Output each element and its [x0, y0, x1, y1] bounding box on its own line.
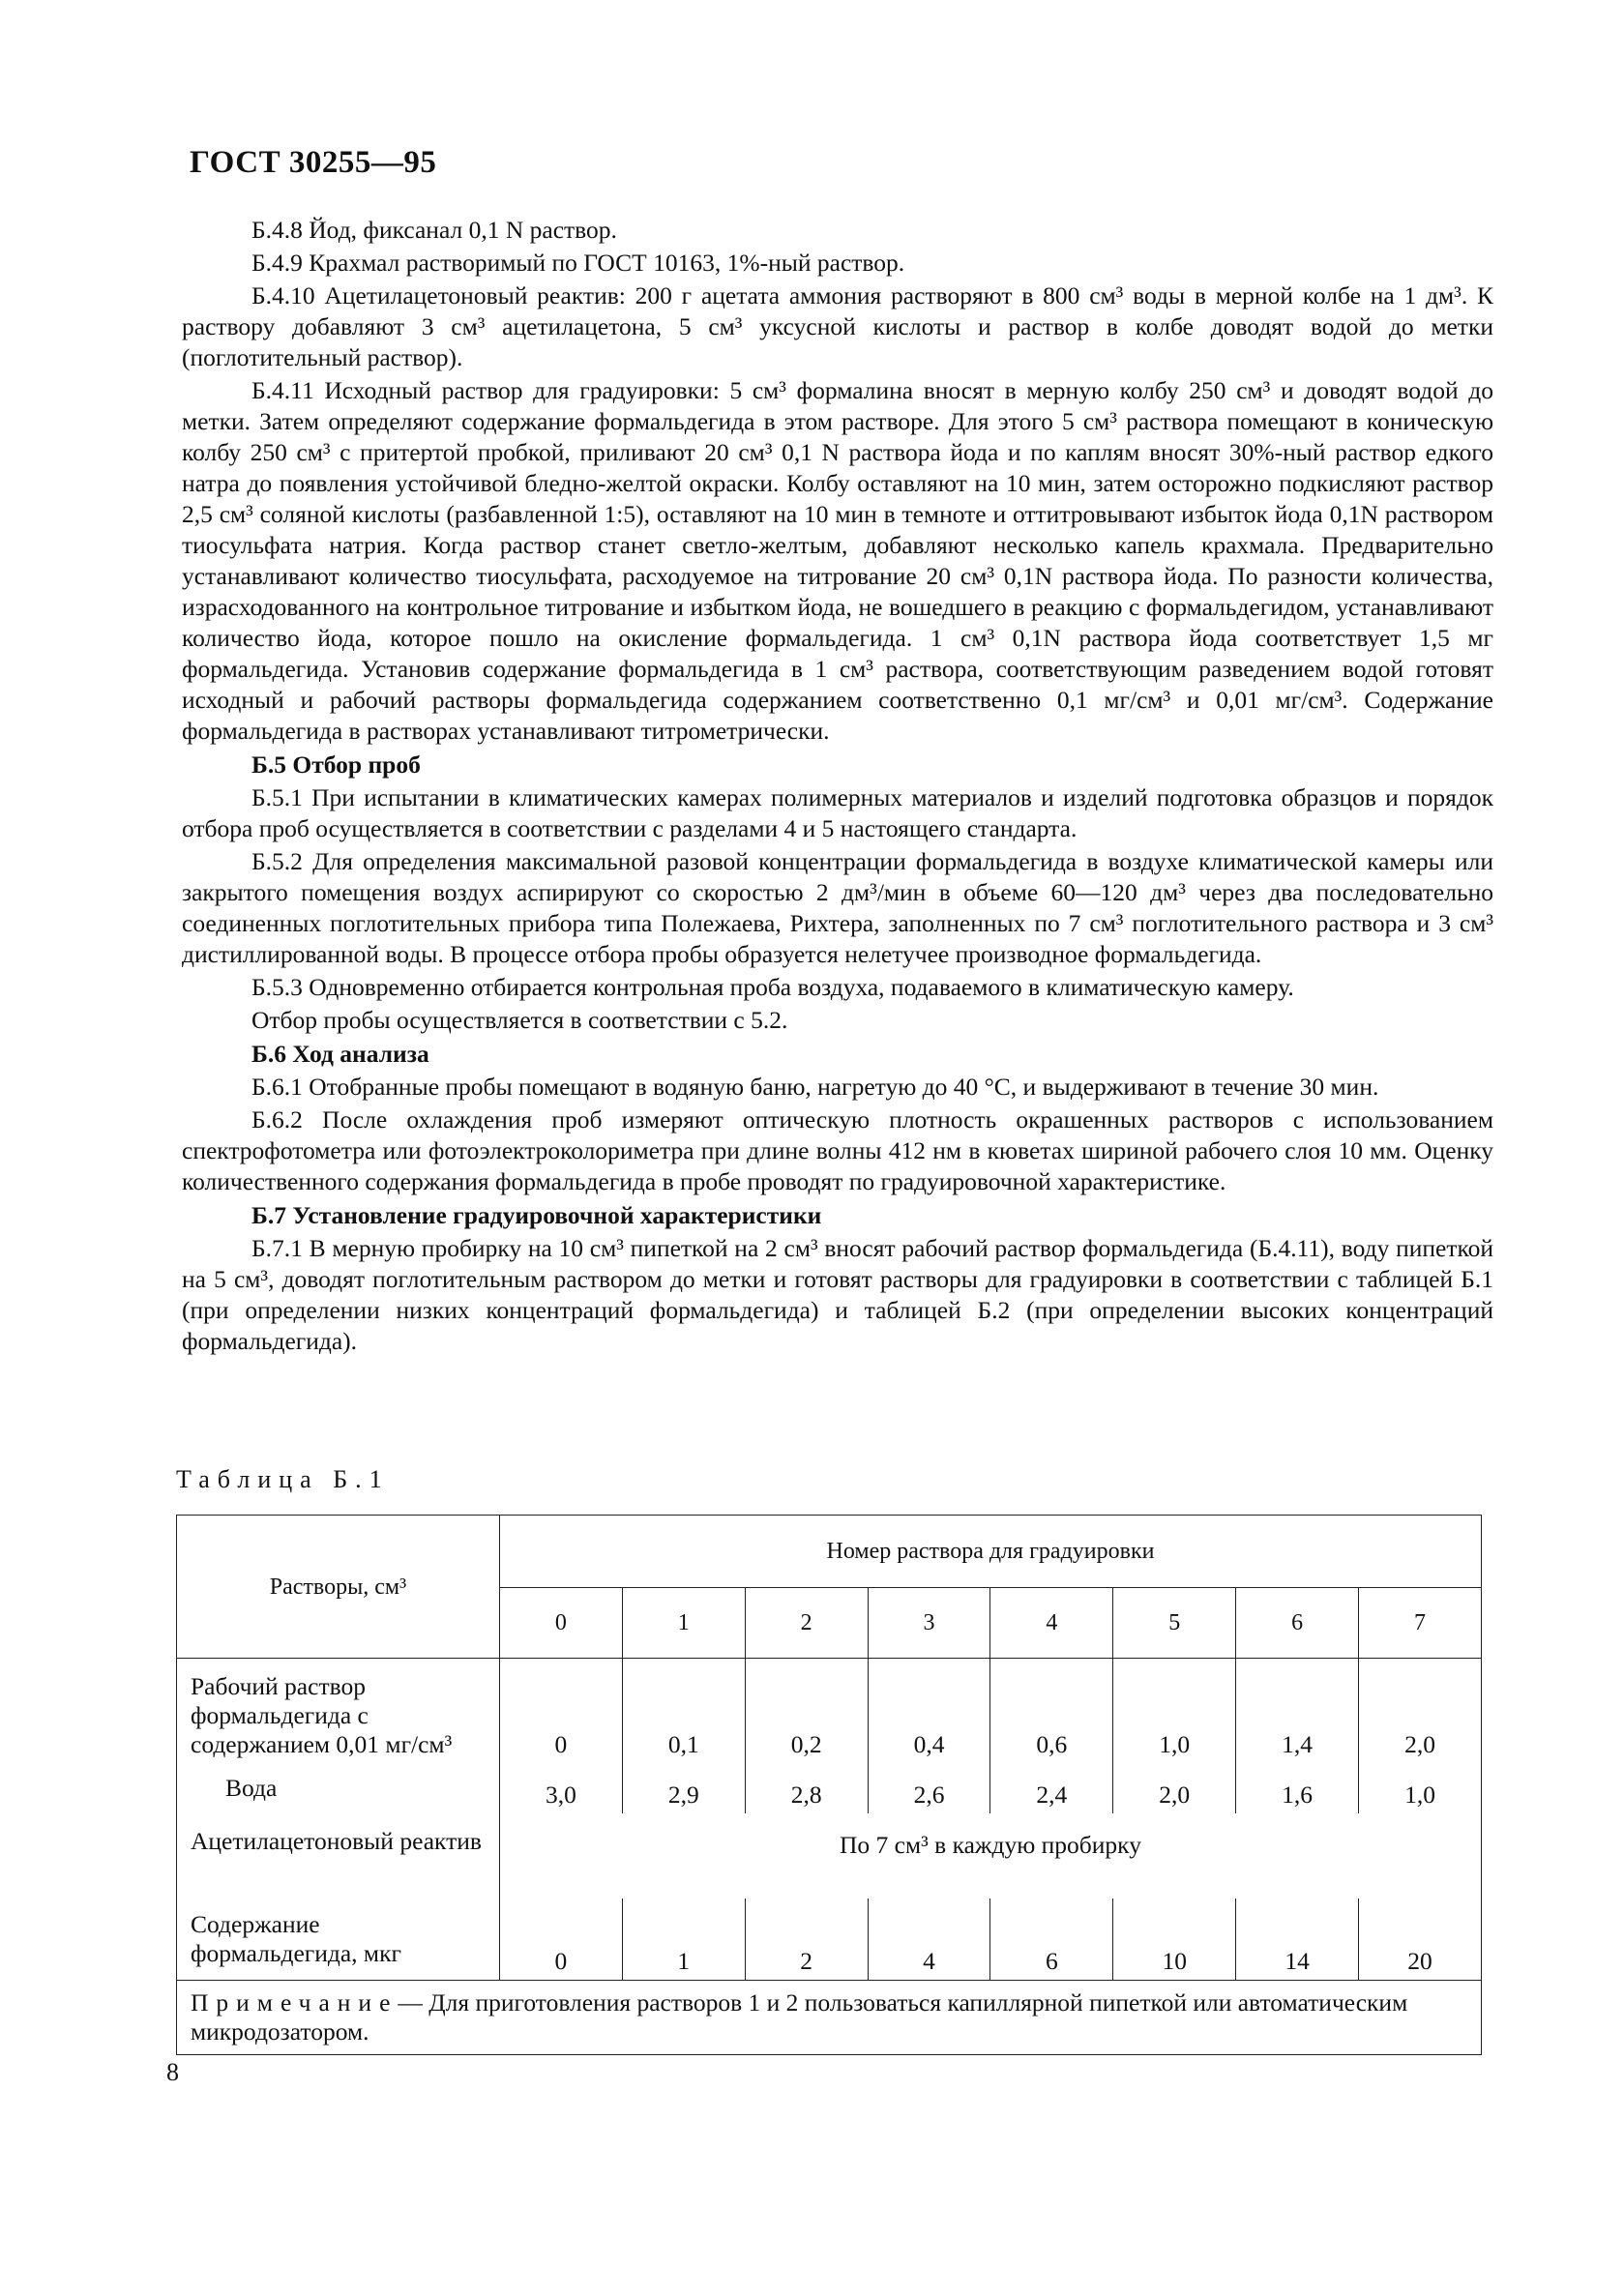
- table-cell: 20: [1359, 1899, 1482, 1981]
- paragraph-sampling-ref: Отбор пробы осуществляется в соответствии с 5.2.: [251, 1006, 788, 1034]
- paragraph-b-4-11: Б.4.11 Исходный раствор для градуировки: 5 см³ формалина вносят в мерную колбу 250 см³ и доводят водой до метки. Затем определяют содержание формальдегида в этом растворе. Для этого 5 см³ раствора помещают в коническую колбу 250 см³ с притертой пробкой, приливают 20 см³ 0,1 N раствора йода и по каплям вносят 30%-ный раствор едкого натра до появления устойчивой бледно-желтой окраски. Колбу оставляют на 10 мин, затем осторожно подкисляют раствор 2,5 см³ соляной кислоты (разбавленной 1:5), оставляют на 10 мин в темноте и оттитровывают избыток йода 0,1N раствором тиосульфата натрия. Когда раствор станет светло-желтым, добавляют несколько капель крахмала. Предварительно устанавливают количество тиосульфата, расходуемое на титрование 20 см³ 0,1N раствора йода. По разности количества, израсходованного на контрольное титрование и избытком йода, не вошедшего в реакцию с формальдегидом, устанавливают количество йода, которое пошло на окисление формальдегида. 1 см³ 0,1N раствора йода соответствует 1,5 мг формальдегида. Установив содержание формальдегида в 1 см³ раствора, соответствующим разведением водой готовят исходный и рабочий растворы формальдегида содержанием соответственно 0,1 мг/см³ и 0,01 мг/см³. Содержание формальдегида в растворах устанавливают титрометрически.: [182, 376, 1493, 745]
- table-caption: Таблица Б.1: [176, 1465, 390, 1493]
- paragraph-b-4-9: Б.4.9 Крахмал растворимый по ГОСТ 10163, 1%-ный раствор.: [251, 249, 905, 277]
- row-label-reagent: Ацетилацетоновый реактив: [177, 1813, 500, 1899]
- table-cell: 2,0: [1359, 1659, 1482, 1764]
- table-cell: 2,8: [745, 1763, 868, 1813]
- table-cell: 3,0: [500, 1763, 623, 1813]
- table-col-header: Растворы, см³: [177, 1516, 500, 1659]
- table-cell: 0,6: [990, 1659, 1113, 1764]
- table-group-header: Номер раствора для градуировки: [500, 1516, 1482, 1588]
- section-heading-b-5: Б.5 Отбор проб: [251, 751, 421, 779]
- table-cell: 6: [990, 1899, 1113, 1981]
- table-col-2: 2: [745, 1588, 868, 1659]
- merged-cell-reagent: По 7 см³ в каждую пробирку: [500, 1813, 1482, 1899]
- table-cell: 2,0: [1113, 1763, 1236, 1813]
- table-row: [177, 1813, 1482, 1899]
- paragraph-b-4-8: Б.4.8 Йод, фиксанал 0,1 N раствор.: [251, 216, 617, 244]
- table-cell: 1,0: [1359, 1763, 1482, 1813]
- document-header: ГОСТ 30255—95: [190, 145, 437, 180]
- table-col-0: 0: [500, 1588, 623, 1659]
- paragraph-b-5-2: Б.5.2 Для определения максимальной разовой концентрации формальдегида в воздухе климатической камеры или закрытого помещения воздух аспирируют со скоростью 2 дм³/мин в объеме 60—120 дм³ через два последовательно соединенных поглотительных прибора типа Полежаева, Рихтера, заполненных по 7 см³ поглотительного раствора и 3 см³ дистиллированной воды. В процессе отбора пробы образуется нелетучее производное формальдегида.: [182, 847, 1493, 968]
- table-cell: 14: [1236, 1899, 1359, 1981]
- table-cell: 1,0: [1113, 1659, 1236, 1764]
- table-cell: 10: [1113, 1899, 1236, 1981]
- table-cell: 1: [622, 1899, 745, 1981]
- calibration-table: [176, 1515, 1482, 2055]
- table-cell: 4: [868, 1899, 990, 1981]
- row-label-working-solution: Рабочий раствор формальдегида с содержанием 0,01 мг/см³: [177, 1659, 500, 1764]
- note-label: Примечание: [191, 1988, 399, 2016]
- table-cell: 2,9: [622, 1763, 745, 1813]
- paragraph-b-7-1: Б.7.1 В мерную пробирку на 10 см³ пипеткой на 2 см³ вносят рабочий раствор формальдегида (Б.4.11), воду пипеткой на 5 см³, доводят поглотительным раствором до метки и готовят растворы для градуировки в соответствии с таблицей Б.1 (при определении низких концентраций формальдегида) и таблицей Б.2 (при определении высоких концентраций формальдегида).: [182, 1234, 1493, 1355]
- table-note: [177, 1981, 1482, 2055]
- section-heading-b-6: Б.6 Ход анализа: [251, 1040, 429, 1068]
- table-col-4: 4: [990, 1588, 1113, 1659]
- table-col-3: 3: [868, 1588, 990, 1659]
- table-cell: 1,4: [1236, 1659, 1359, 1764]
- document-body: [182, 215, 1493, 1359]
- table-col-1: 1: [622, 1588, 745, 1659]
- paragraph-b-5-1: Б.5.1 При испытании в климатических камерах полимерных материалов и изделий подготовка образцов и порядок отбора проб осуществляется в соответствии с разделами 4 и 5 настоящего стандарта.: [182, 783, 1493, 842]
- row-label-water: Вода: [177, 1763, 500, 1813]
- table-col-6: 6: [1236, 1588, 1359, 1659]
- paragraph-b-6-1: Б.6.1 Отобранные пробы помещают в водяную баню, нагретую до 40 °С, и выдерживают в течение 30 мин.: [251, 1073, 1379, 1101]
- table-cell: 0,2: [745, 1659, 868, 1764]
- table-cell: 2,6: [868, 1763, 990, 1813]
- section-heading-b-7: Б.7 Установление градуировочной характеристики: [251, 1201, 822, 1229]
- table-row: [177, 1659, 1482, 1764]
- table-col-7: 7: [1359, 1588, 1482, 1659]
- table-cell: 0,4: [868, 1659, 990, 1764]
- table-note-row: [177, 1981, 1482, 2055]
- table-cell: 2: [745, 1899, 868, 1981]
- table-cell: 0: [500, 1659, 623, 1764]
- table-cell: 0: [500, 1899, 623, 1981]
- paragraph-b-4-10: Б.4.10 Ацетилацетоновый реактив: 200 г ацетата аммония растворяют в 800 см³ воды в мерной колбе на 1 дм³. К раствору добавляют 3 см³ ацетилацетона, 5 см³ уксусной кислоты и раствор в колбе доводят водой до метки (поглотительный раствор).: [182, 281, 1493, 371]
- paragraph-b-5-3: Б.5.3 Одновременно отбирается контрольная проба воздуха, подаваемого в климатическую камеру.: [251, 973, 1294, 1001]
- table-row: [177, 1763, 1482, 1813]
- table-cell: 1,6: [1236, 1763, 1359, 1813]
- row-label-content: Содержание формальдегида, мкг: [177, 1899, 500, 1981]
- page-number: 8: [166, 2058, 179, 2086]
- table-row: [177, 1899, 1482, 1981]
- table-cell: 0,1: [622, 1659, 745, 1764]
- note-text: — Для приготовления растворов 1 и 2 пользоваться капиллярной пипеткой или автоматическим микродозатором.: [191, 1988, 1408, 2046]
- table-cell: 2,4: [990, 1763, 1113, 1813]
- paragraph-b-6-2: Б.6.2 После охлаждения проб измеряют оптическую плотность окрашенных растворов с использованием спектрофотометра или фотоэлектроколориметра при длине волны 412 нм в кюветах шириной рабочего слоя 10 мм. Оценку количественного содержания формальдегида в пробе проводят по градуировочной характеристике.: [182, 1105, 1493, 1195]
- table-col-5: 5: [1113, 1588, 1236, 1659]
